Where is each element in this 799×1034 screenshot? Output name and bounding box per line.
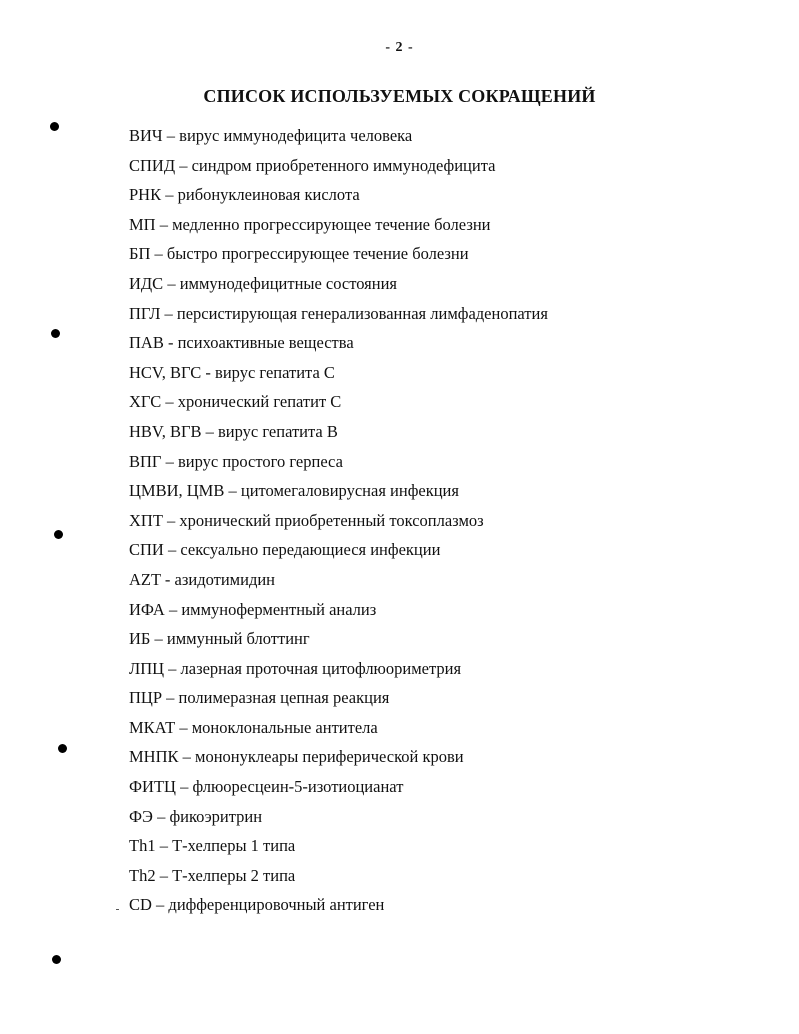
abbreviation-item	[129, 688, 548, 718]
abbreviation-separator: –	[163, 273, 180, 293]
abbreviation-definition: вирус гепатита В	[218, 421, 338, 441]
abbreviation-separator: –	[152, 806, 170, 826]
abbreviation-item	[129, 244, 548, 274]
abbreviation-term: ИДС	[129, 273, 164, 293]
abbreviation-item	[129, 363, 548, 393]
abbreviation-separator: –	[155, 214, 173, 234]
abbreviation-item	[129, 126, 548, 156]
abbreviation-separator: –	[224, 481, 241, 501]
abbreviation-definition: мононуклеары периферической крови	[195, 747, 464, 767]
abbreviation-item	[129, 629, 548, 659]
abbreviation-term: МКАТ	[129, 717, 176, 737]
abbreviation-item	[129, 718, 548, 748]
abbreviation-item	[129, 570, 548, 600]
abbreviation-definition: рибонуклеиновая кислота	[177, 185, 360, 205]
abbreviation-separator: –	[162, 510, 180, 530]
abbreviation-separator: -	[201, 362, 216, 382]
abbreviation-separator: –	[161, 392, 178, 412]
abbreviation-definition: флюоресцеин-5-изотиоцианат	[192, 777, 404, 797]
abbreviation-list	[129, 126, 548, 925]
abbreviation-term: ФИТЦ	[129, 777, 176, 797]
abbreviation-separator: –	[161, 451, 178, 471]
abbreviation-definition: психоактивные вещества	[177, 333, 354, 353]
binder-hole-mark	[50, 122, 59, 131]
abbreviation-item	[129, 481, 548, 511]
abbreviation-separator: –	[175, 777, 193, 797]
abbreviation-term: ЛПЦ	[129, 658, 165, 678]
abbreviation-term: СПИД	[129, 155, 176, 175]
abbreviation-item	[129, 659, 548, 689]
abbreviation-separator: –	[160, 303, 177, 323]
abbreviation-definition: полимеразная цепная реакция	[178, 688, 390, 708]
abbreviation-term: БП	[129, 244, 151, 264]
abbreviation-separator: –	[162, 688, 179, 708]
abbreviation-term: HBV, ВГВ	[129, 421, 202, 441]
abbreviation-definition: иммунодефицитные состояния	[179, 273, 398, 293]
abbreviation-item	[129, 215, 548, 245]
binder-hole-mark	[58, 744, 67, 753]
abbreviation-definition: быстро прогрессирующее течение болезни	[166, 244, 469, 264]
abbreviation-separator: –	[164, 599, 182, 619]
abbreviation-item	[129, 777, 548, 807]
abbreviation-definition: хронический приобретенный токсоплазмоз	[179, 510, 484, 530]
abbreviation-term: ВПГ	[129, 451, 162, 471]
abbreviation-definition: лазерная проточная цитофлюориметрия	[180, 658, 462, 678]
abbreviation-term: МНПК	[129, 747, 179, 767]
abbreviation-definition: азидотимидин	[174, 569, 275, 589]
abbreviation-separator: –	[150, 244, 167, 264]
abbreviation-separator: –	[150, 629, 167, 649]
binder-hole-mark	[51, 329, 60, 338]
abbreviation-definition: хронический гепатит С	[177, 392, 342, 412]
page-number: - 2 -	[385, 40, 414, 55]
page-title: СПИСОК ИСПОЛЬЗУЕМЫХ СОКРАЩЕНИЙ	[203, 86, 596, 106]
abbreviation-separator: –	[161, 185, 178, 205]
binder-hole-mark	[52, 955, 61, 964]
abbreviation-term: HCV, ВГС	[129, 362, 202, 382]
abbreviation-separator: –	[175, 155, 192, 175]
abbreviation-term: Th1	[129, 836, 156, 856]
abbreviation-separator: -	[160, 569, 175, 589]
abbreviation-definition: сексуально передающиеся инфекции	[180, 540, 441, 560]
abbreviation-term: CD	[129, 895, 152, 915]
abbreviation-term: ФЭ	[129, 806, 153, 826]
abbreviation-item	[129, 600, 548, 630]
abbreviation-term: ПГЛ	[129, 303, 161, 323]
abbreviation-item	[129, 185, 548, 215]
abbreviation-item	[129, 422, 548, 452]
abbreviation-item	[129, 895, 548, 925]
abbreviation-definition: фикоэритрин	[169, 806, 263, 826]
abbreviation-definition: вирус простого герпеса	[177, 451, 343, 471]
abbreviation-term: МП	[129, 214, 156, 234]
abbreviation-separator: -	[163, 333, 178, 353]
abbreviation-item	[129, 807, 548, 837]
abbreviation-item	[129, 540, 548, 570]
abbreviation-definition: дифференцировочный антиген	[168, 895, 385, 915]
abbreviation-item	[129, 511, 548, 541]
abbreviation-term: ИБ	[129, 629, 151, 649]
abbreviation-item	[129, 156, 548, 186]
abbreviation-separator: –	[162, 126, 180, 145]
abbreviation-separator: –	[151, 895, 169, 915]
abbreviation-definition: Т-хелперы 1 типа	[172, 836, 296, 856]
abbreviation-item	[129, 747, 548, 777]
abbreviation-item	[129, 836, 548, 866]
abbreviation-term: ВИЧ	[129, 126, 163, 145]
abbreviation-term: ХПТ	[129, 510, 163, 530]
abbreviation-definition: иммуноферментный анализ	[181, 599, 377, 619]
abbreviation-definition: вирус гепатита С	[215, 362, 335, 382]
abbreviation-term: РНК	[129, 185, 162, 205]
abbreviation-separator: –	[201, 421, 219, 441]
abbreviation-term: СПИ	[129, 540, 164, 560]
abbreviation-definition: иммунный блоттинг	[166, 629, 310, 649]
binder-hole-mark	[54, 530, 63, 539]
abbreviation-term: AZT	[129, 569, 161, 589]
abbreviation-term: Th2	[129, 865, 156, 885]
abbreviation-item	[129, 866, 548, 896]
abbreviation-item	[129, 274, 548, 304]
abbreviation-separator: –	[155, 865, 173, 885]
abbreviation-definition: вирус иммунодефицита человека	[179, 126, 413, 145]
abbreviation-item	[129, 452, 548, 482]
abbreviation-definition: моноклональные антитела	[191, 717, 378, 737]
abbreviation-term: ИФА	[129, 599, 165, 619]
abbreviation-separator: –	[164, 658, 181, 678]
abbreviation-term: ЦМВИ, ЦМВ	[129, 481, 225, 501]
abbreviation-separator: –	[155, 836, 173, 856]
abbreviation-item	[129, 304, 548, 334]
abbreviation-term: ПЦР	[129, 688, 163, 708]
abbreviation-term: ХГС	[129, 392, 162, 412]
abbreviation-definition: персистирующая генерализованная лимфаденопатия	[176, 303, 548, 323]
abbreviation-term: ПАВ	[129, 333, 164, 353]
abbreviation-item	[129, 392, 548, 422]
scan-speck	[116, 909, 119, 910]
abbreviation-definition: синдром приобретенного иммунодефицита	[191, 155, 496, 175]
abbreviation-separator: –	[175, 717, 192, 737]
abbreviation-item	[129, 333, 548, 363]
abbreviation-definition: цитомегаловирусная инфекция	[240, 481, 459, 501]
abbreviation-definition: медленно прогрессирующее течение болезни	[172, 214, 491, 234]
abbreviation-separator: –	[178, 747, 196, 767]
abbreviation-definition: Т-хелперы 2 типа	[172, 865, 296, 885]
abbreviation-separator: –	[163, 540, 181, 560]
